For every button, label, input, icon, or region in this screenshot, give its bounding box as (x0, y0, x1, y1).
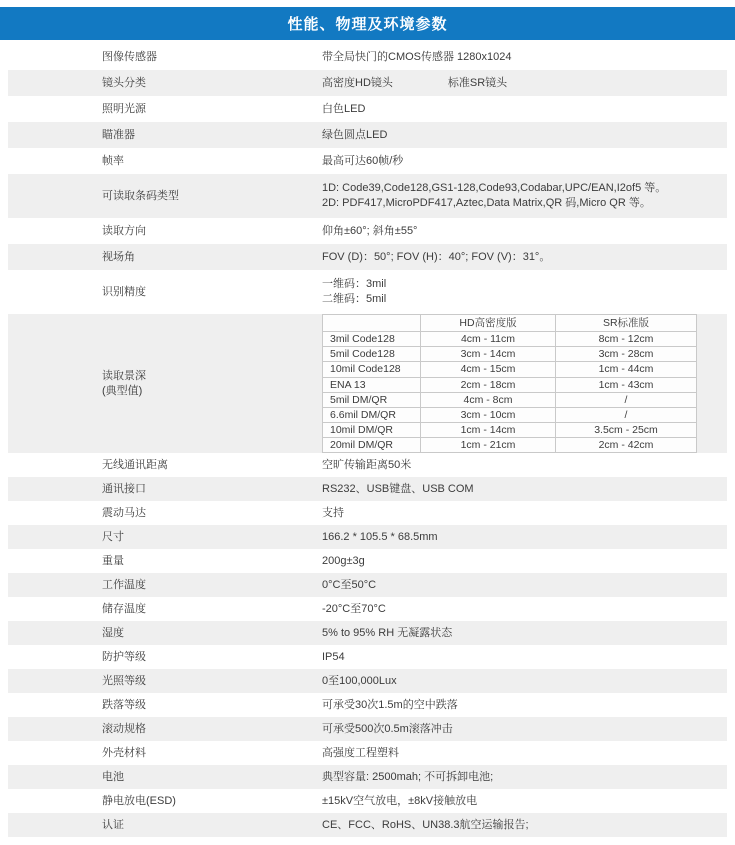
depth-table-cell: 4cm - 11cm (421, 332, 556, 347)
depth-table-cell: 3.5cm - 25cm (556, 423, 697, 438)
spec-value: 0至100,000Lux (322, 674, 397, 687)
depth-table-cell: 10mil Code128 (323, 362, 421, 377)
spec-value: 支持 (322, 506, 344, 519)
depth-table-header-row (323, 315, 697, 332)
spec-label: 电池 (102, 770, 124, 783)
spec-row (8, 789, 727, 813)
section-title: 性能、物理及环境参数 (287, 16, 448, 33)
spec-value: 仰角±60°; 斜角±55° (322, 224, 418, 237)
depth-of-field-table (322, 314, 697, 453)
depth-table-cell: / (556, 407, 697, 422)
spec-label: 跌落等级 (102, 698, 146, 711)
spec-label: 照明光源 (102, 102, 146, 115)
spec-value: 一维码：3mil 二维码：5mil (322, 278, 387, 305)
depth-table-row (323, 407, 697, 422)
spec-row (8, 477, 727, 501)
spec-label: 外壳材料 (102, 746, 146, 759)
depth-table-cell: 2cm - 18cm (421, 377, 556, 392)
spec-value: 1D: Code39,Code128,GS1-128,Code93,Codabar,UPC/EAN,I2of5 等。 2D: PDF417,MicroPDF417,Aztec,Data Matrix,QR 码,Micro QR 等。 (322, 182, 667, 209)
depth-table-cell: 1cm - 43cm (556, 377, 697, 392)
spec-label: 储存温度 (102, 602, 146, 615)
spec-row (8, 148, 727, 174)
spec-row (8, 621, 727, 645)
spec-value-part: 标准SR镜头 (447, 76, 508, 89)
spec-label: 滚动规格 (102, 722, 146, 735)
depth-table-row (323, 332, 697, 347)
depth-table-cell: 4cm - 15cm (421, 362, 556, 377)
spec-row (8, 453, 727, 477)
depth-table-row (323, 362, 697, 377)
spec-value: 0°C至50°C (322, 578, 377, 591)
spec-row (8, 501, 727, 525)
spec-row (8, 270, 727, 314)
spec-row (8, 573, 727, 597)
depth-table-cell: 3mil Code128 (323, 332, 421, 347)
spec-label: 读取景深 (典型值) (102, 369, 146, 397)
spec-label: 认证 (102, 818, 124, 831)
spec-value: -20°C至70°C (322, 602, 386, 615)
spec-row (8, 314, 727, 453)
spec-label: 可读取条码类型 (102, 189, 179, 202)
spec-value: 200g±3g (322, 554, 365, 567)
spec-value: 最高可达60帧/秒 (322, 154, 404, 167)
depth-table-header-cell: HD高密度版 (421, 315, 556, 332)
depth-table-cell: 1cm - 21cm (421, 438, 556, 453)
spec-label: 重量 (102, 554, 124, 567)
depth-table-cell: 5mil DM/QR (323, 392, 421, 407)
depth-table-row (323, 423, 697, 438)
spec-label: 视场角 (102, 250, 135, 263)
spec-value: 高强度工程塑料 (322, 746, 399, 759)
depth-table-cell: 3cm - 28cm (556, 347, 697, 362)
spec-row (8, 813, 727, 837)
spec-value: FOV (D)：50°; FOV (H)：40°; FOV (V)：31°。 (322, 250, 551, 263)
spec-value: 典型容量: 2500mah; 不可拆卸电池; (322, 770, 494, 783)
spec-label: 防护等级 (102, 650, 146, 663)
depth-table-row (323, 347, 697, 362)
depth-table-header-cell (323, 315, 421, 332)
depth-table-cell: ENA 13 (323, 377, 421, 392)
spec-label: 湿度 (102, 626, 124, 639)
spec-label: 瞄准器 (102, 128, 135, 141)
spec-row (8, 44, 727, 70)
depth-table-cell: 3cm - 14cm (421, 347, 556, 362)
spec-value (322, 76, 727, 91)
spec-row (8, 122, 727, 148)
spec-row (8, 693, 727, 717)
spec-value (322, 314, 727, 453)
depth-table-cell: 1cm - 44cm (556, 362, 697, 377)
spec-row (8, 645, 727, 669)
spec-row (8, 669, 727, 693)
spec-value: CE、FCC、RoHS、UN38.3航空运输报告; (322, 818, 529, 831)
spec-row (8, 218, 727, 244)
spec-row (8, 765, 727, 789)
spec-row (8, 717, 727, 741)
spec-value: 5% to 95% RH 无凝露状态 (322, 626, 453, 639)
spec-value: RS232、USB键盘、USB COM (322, 482, 474, 495)
spec-label: 震动马达 (102, 506, 146, 519)
depth-table-cell: / (556, 392, 697, 407)
spec-value: IP54 (322, 650, 345, 663)
spec-value: 带全局快门的CMOS传感器 1280x1024 (322, 50, 512, 63)
spec-label: 静电放电(ESD) (102, 794, 176, 807)
depth-table-cell: 3cm - 10cm (421, 407, 556, 422)
depth-table-cell: 10mil DM/QR (323, 423, 421, 438)
depth-table-cell: 8cm - 12cm (556, 332, 697, 347)
spec-row (8, 597, 727, 621)
spec-label: 尺寸 (102, 530, 124, 543)
spec-sheet (0, 7, 735, 845)
depth-table-row (323, 438, 697, 453)
depth-table-header-cell: SR标准版 (556, 315, 697, 332)
depth-table-cell: 2cm - 42cm (556, 438, 697, 453)
spec-label: 通讯接口 (102, 482, 146, 495)
spec-label: 工作温度 (102, 578, 146, 591)
spec-row (8, 70, 727, 96)
depth-table-row (323, 377, 697, 392)
spec-label: 无线通讯距离 (102, 458, 168, 471)
depth-table-cell: 6.6mil DM/QR (323, 407, 421, 422)
spec-row (8, 741, 727, 765)
depth-table-cell: 1cm - 14cm (421, 423, 556, 438)
depth-table-cell: 5mil Code128 (323, 347, 421, 362)
spec-row (8, 525, 727, 549)
depth-table-cell: 4cm - 8cm (421, 392, 556, 407)
spec-row (8, 244, 727, 270)
spec-value: 可承受30次1.5m的空中跌落 (322, 698, 458, 711)
spec-label: 读取方向 (102, 224, 146, 237)
spec-value-part: 高密度HD镜头 (322, 76, 393, 89)
spec-row (8, 174, 727, 218)
spec-label: 识别精度 (102, 285, 146, 298)
spec-value: 166.2 * 105.5 * 68.5mm (322, 530, 438, 543)
depth-table-cell: 20mil DM/QR (323, 438, 421, 453)
depth-table-row (323, 392, 697, 407)
spec-label: 帧率 (102, 154, 124, 167)
spec-value: 可承受500次0.5m滚落冲击 (322, 722, 453, 735)
spec-value: ±15kV空气放电，±8kV接触放电 (322, 794, 478, 807)
spec-label: 图像传感器 (102, 50, 157, 63)
spec-label: 镜头分类 (102, 76, 146, 89)
spec-value: 白色LED (322, 102, 366, 115)
spec-value: 空旷传输距离50米 (322, 458, 412, 471)
spec-row (8, 549, 727, 573)
spec-value: 绿色圆点LED (322, 128, 388, 141)
spec-table (0, 44, 735, 837)
section-header (0, 7, 735, 40)
spec-label: 光照等级 (102, 674, 146, 687)
spec-row (8, 96, 727, 122)
